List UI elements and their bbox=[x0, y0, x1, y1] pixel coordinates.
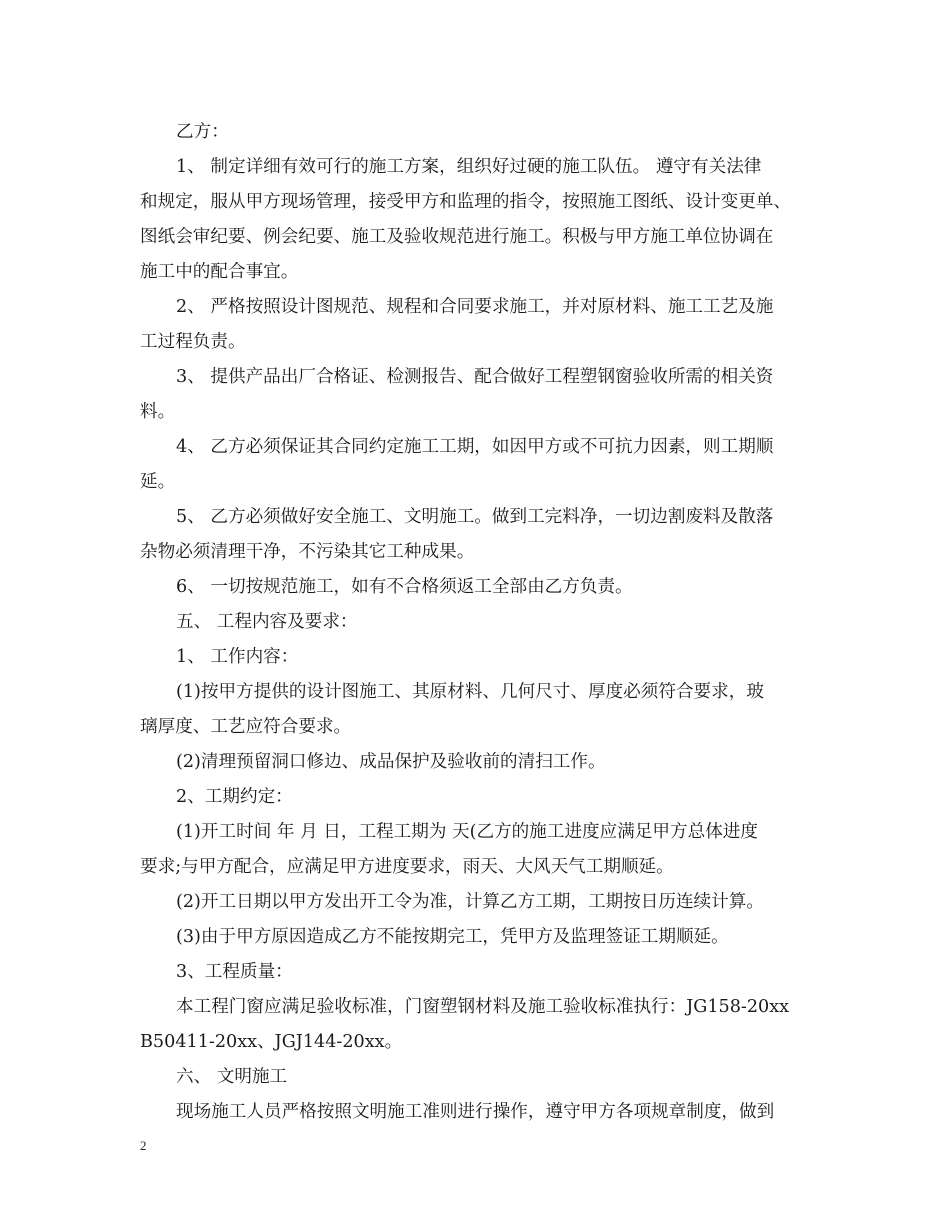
subsection-heading: 1、 工作内容： bbox=[176, 647, 299, 667]
paragraph-line: 图纸会审纪要、例会纪要、施工及验收规范进行施工。积极与甲方施工单位协调在 bbox=[140, 227, 774, 247]
paragraph-line: 璃厚度、工艺应符合要求。 bbox=[140, 717, 352, 737]
paragraph-line: 3、 提供产品出厂合格证、检测报告、配合做好工程塑钢窗验收所需的相关资 bbox=[176, 367, 774, 387]
paragraph-line: 要求;与甲方配合，应满足甲方进度要求，雨天、大风天气工期顺延。 bbox=[140, 857, 674, 877]
paragraph-line: 和规定，服从甲方现场管理，接受甲方和监理的指令，按照施工图纸、设计变更单、 bbox=[140, 192, 791, 212]
paragraph-line: 1、 制定详细有效可行的施工方案，组织好过硬的施工队伍。 遵守有关法律 bbox=[176, 157, 762, 177]
paragraph-line: 施工中的配合事宜。 bbox=[140, 262, 299, 282]
paragraph-line: 本工程门窗应满足验收标准，门窗塑钢材料及施工验收标准执行：JG158-20xx bbox=[176, 997, 790, 1017]
paragraph-line: (2)开工日期以甲方发出开工令为准，计算乙方工期，工期按日历连续计算。 bbox=[176, 892, 764, 912]
section-heading: 五、 工程内容及要求： bbox=[176, 612, 358, 632]
paragraph-line: (3)由于甲方原因造成乙方不能按期完工，凭甲方及监理签证工期顺延。 bbox=[176, 927, 729, 947]
paragraph-line: 4、 乙方必须保证其合同约定施工工期，如因甲方或不可抗力因素，则工期顺 bbox=[176, 437, 774, 457]
paragraph-line: 工过程负责。 bbox=[140, 332, 246, 352]
paragraph-line: 杂物必须清理干净，不污染其它工种成果。 bbox=[140, 542, 475, 562]
subsection-heading: 3、工程质量： bbox=[176, 962, 293, 982]
paragraph-line: (2)清理预留洞口修边、成品保护及验收前的清扫工作。 bbox=[176, 752, 606, 772]
page-number: 2 bbox=[140, 1138, 147, 1153]
paragraph-line: 现场施工人员严格按照文明施工准则进行操作，遵守甲方各项规章制度，做到 bbox=[176, 1102, 775, 1122]
paragraph-line: 6、 一切按规范施工，如有不合格须返工全部由乙方负责。 bbox=[176, 577, 633, 597]
paragraph-line: (1)开工时间 年 月 日，工程工期为 天(乙方的施工进度应满足甲方总体进度 bbox=[176, 822, 758, 842]
party-b-heading: 乙方： bbox=[176, 122, 229, 142]
paragraph-line: 2、 严格按照设计图规范、规程和合同要求施工，并对原材料、施工工艺及施 bbox=[176, 297, 774, 317]
subsection-heading: 2、工期约定： bbox=[176, 787, 293, 807]
paragraph-line: 延。 bbox=[140, 472, 176, 492]
paragraph-line: (1)按甲方提供的设计图施工、其原材料、几何尺寸、厚度必须符合要求，玻 bbox=[176, 682, 764, 702]
paragraph-line: 5、 乙方必须做好安全施工、文明施工。做到工完料净，一切边割废料及散落 bbox=[176, 507, 774, 527]
paragraph-line: 料。 bbox=[140, 402, 176, 422]
section-heading: 六、 文明施工 bbox=[176, 1067, 288, 1087]
paragraph-line: B50411-20xx、JGJ144-20xx。 bbox=[140, 1032, 403, 1052]
